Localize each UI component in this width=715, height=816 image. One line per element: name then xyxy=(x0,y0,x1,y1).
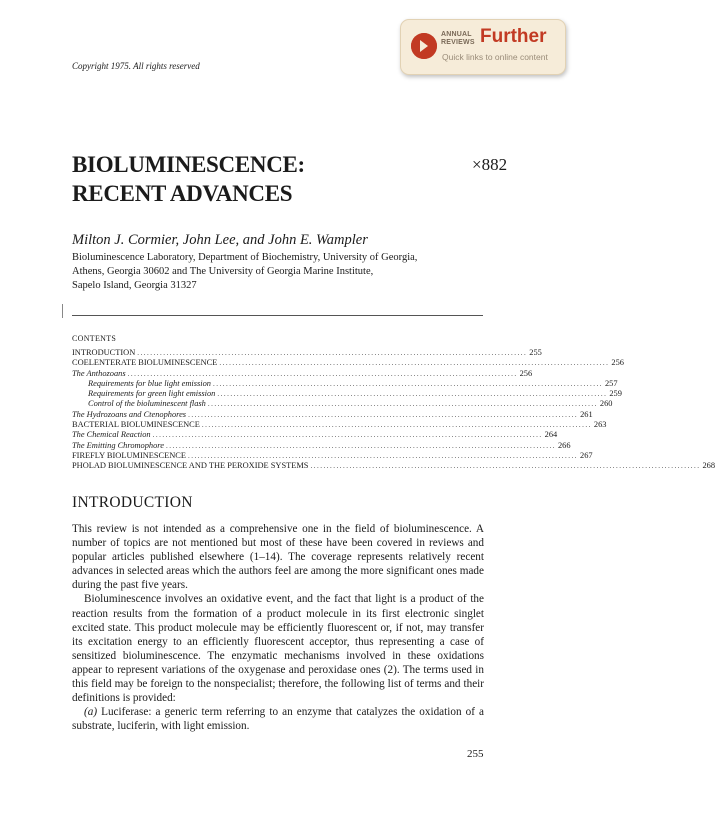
toc-entry-page: 255 xyxy=(529,348,542,357)
toc-entry[interactable] xyxy=(72,368,533,379)
toc-entry-page: 264 xyxy=(544,430,558,440)
toc-entry[interactable] xyxy=(72,461,715,471)
toc-entry[interactable] xyxy=(72,348,542,358)
paragraph-1: This review is not intended as a comprehensive one in the field of bioluminescence. A number of topics are not mentioned but most of these have been covered in reviews and popular articles published elsewhere (1–14). The coverage represents relatively recent advances in selected areas which the authors feel are among the more significant ones made during the past five years. xyxy=(72,523,484,592)
badge-tagline: Quick links to online content xyxy=(442,52,548,62)
paragraph-2: Bioluminescence involves an oxidative event, and the fact that light is a product of the reaction results from the formation of a product molecule in its first electronic singlet excited state. This product molecule may be efficiently fluorescent or, if not, may transfer its excitation energy to an efficiently fluorescent acceptor, thus representing a case of sensitized bioluminescence. The enzymatic mechanisms involved in these oxidations appear to represent variations of the oxygenase and peroxidase ones (2). The terms used in this field may be foreign to the nonspecialist; therefore, the following list of terms and their definitions is provided: xyxy=(72,593,484,705)
toc-entry[interactable] xyxy=(72,450,593,461)
annual-reviews-further-badge[interactable] xyxy=(400,19,566,75)
toc-entry[interactable] xyxy=(72,420,607,430)
affiliation-line-3: Sapelo Island, Georgia 31327 xyxy=(72,280,197,291)
table-of-contents xyxy=(72,348,715,472)
toc-entry-page: 268 xyxy=(702,461,715,471)
toc-entry-label: The Emitting Chromophore xyxy=(72,440,164,450)
toc-entry[interactable] xyxy=(72,430,558,440)
toc-entry-label: PHOLAD BIOLUMINESCENCE AND THE PEROXIDE SYSTEMS xyxy=(72,461,309,471)
body-text xyxy=(72,522,484,733)
toc-entry-page: 260 xyxy=(599,399,613,409)
toc-entry-label: COELENTERATE BIOLUMINESCENCE xyxy=(72,358,218,368)
toc-entry-page: 257 xyxy=(604,378,618,388)
toc-leader-dots: ........................................................................................................................ xyxy=(310,462,701,471)
toc-entry-label: The Hydrozoans and Ctenophores xyxy=(72,409,187,419)
toc-leader-dots: ........................................................................................................................ xyxy=(137,349,528,357)
toc-entry-page: 261 xyxy=(580,409,593,419)
toc-leader-dots: ........................................................................................................................ xyxy=(207,400,598,409)
authors: Milton J. Cormier, John Lee, and John E. Wampler xyxy=(72,232,368,248)
toc-entry[interactable] xyxy=(72,378,618,389)
toc-leader-dots: ........................................................................................................................ xyxy=(201,421,592,430)
toc-leader-dots: ........................................................................................................................ xyxy=(217,390,608,399)
section-heading-introduction: INTRODUCTION xyxy=(72,494,193,511)
toc-entry[interactable] xyxy=(72,409,593,420)
toc-entry-label: The Anthozoans xyxy=(72,368,126,378)
page-number: 255 xyxy=(467,748,484,760)
header-rule xyxy=(72,315,483,316)
affiliation-line-2: Athens, Georgia 30602 and The University of Georgia Marine Institute, xyxy=(72,266,374,277)
article-code: ×882 xyxy=(472,155,508,174)
badge-org-line1: ANNUAL xyxy=(441,31,472,38)
margin-mark xyxy=(62,304,63,318)
toc-entry-label: Control of the bioluminescent flash xyxy=(88,399,206,409)
toc-entry-label: FIREFLY BIOLUMINESCENCE xyxy=(72,450,187,460)
toc-entry-page: 256 xyxy=(519,368,533,378)
affiliation-line-1: Bioluminescence Laboratory, Department of Biochemistry, University of Georgia, xyxy=(72,252,418,263)
badge-org-line2: REVIEWS xyxy=(441,39,475,46)
title-line-1: BIOLUMINESCENCE: xyxy=(72,152,305,177)
toc-entry[interactable] xyxy=(72,389,622,399)
contents-heading: CONTENTS xyxy=(72,334,117,343)
toc-leader-dots: ........................................................................................................................ xyxy=(188,451,579,460)
title-line-2: RECENT ADVANCES xyxy=(72,181,293,206)
toc-leader-dots: ........................................................................................................................ xyxy=(219,359,610,368)
badge-org-name xyxy=(441,31,475,47)
toc-entry-label: BACTERIAL BIOLUMINESCENCE xyxy=(72,420,200,430)
article-title xyxy=(72,150,305,208)
copyright-notice: Copyright 1975. All rights reserved xyxy=(72,61,200,71)
toc-entry-page: 266 xyxy=(557,440,571,450)
toc-entry-page: 259 xyxy=(609,389,622,399)
toc-entry-label: INTRODUCTION xyxy=(72,348,136,357)
toc-entry-label: The Chemical Reaction xyxy=(72,430,151,440)
toc-entry-label: Requirements for blue light emission xyxy=(88,378,211,388)
toc-entry-page: 263 xyxy=(593,420,607,430)
toc-leader-dots: ........................................................................................................................ xyxy=(212,379,603,388)
toc-entry-label: Requirements for green light emission xyxy=(88,389,216,399)
toc-entry[interactable] xyxy=(72,399,613,409)
annual-reviews-logo-icon xyxy=(411,33,437,59)
affiliation xyxy=(72,251,417,293)
definition-luciferase xyxy=(72,705,484,733)
toc-entry[interactable] xyxy=(72,440,571,451)
definition-marker: (a) xyxy=(84,706,98,719)
toc-entry-page: 267 xyxy=(580,450,593,460)
toc-entry-page: 256 xyxy=(611,358,624,368)
toc-leader-dots: ........................................................................................................................ xyxy=(152,431,543,440)
toc-leader-dots: ........................................................................................................................ xyxy=(127,369,518,378)
badge-further-label: Further xyxy=(480,26,547,47)
toc-leader-dots: ........................................................................................................................ xyxy=(188,410,579,419)
toc-entry[interactable] xyxy=(72,358,624,368)
toc-leader-dots: ........................................................................................................................ xyxy=(165,441,556,450)
definition-text: Luciferase: a generic term referring to an enzyme that catalyzes the oxidation of a substrate, luciferin, with light emission. xyxy=(72,706,484,733)
